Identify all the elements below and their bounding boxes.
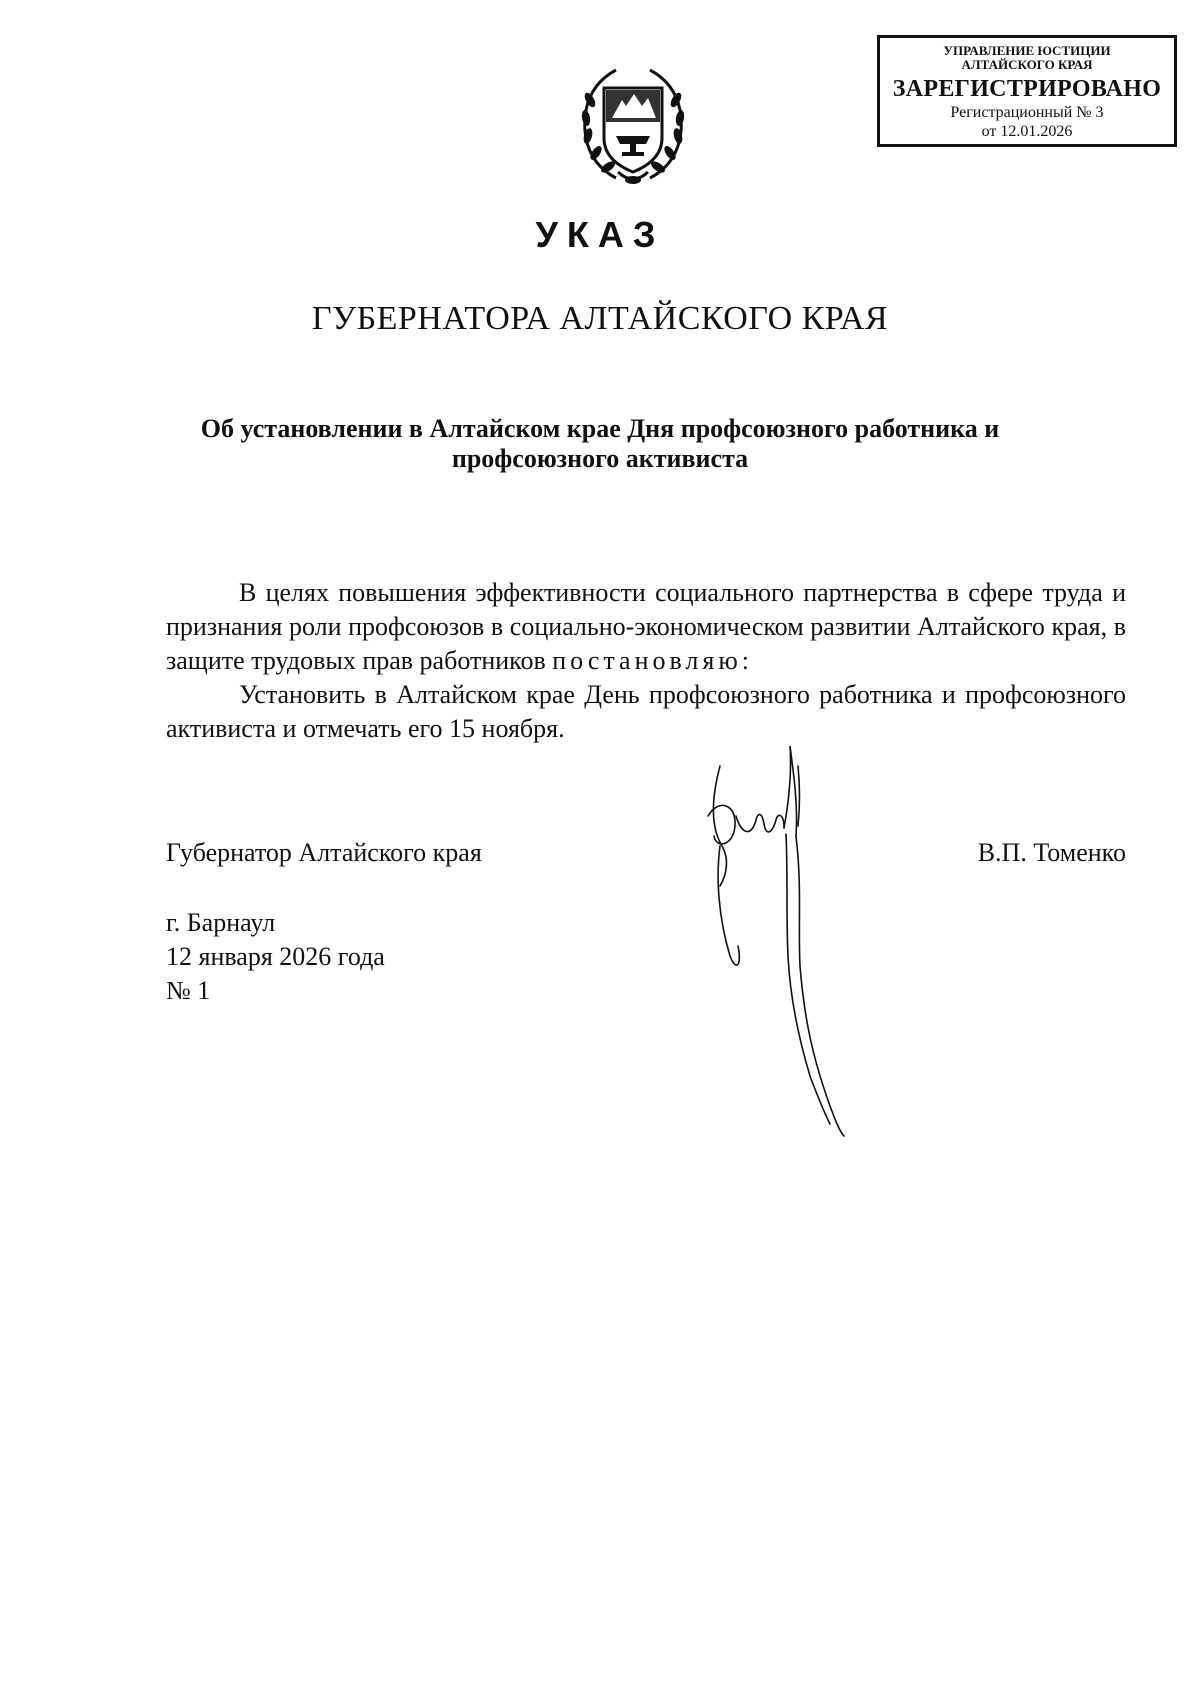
- document-type: УКАЗ: [535, 214, 665, 255]
- document-details: [166, 906, 385, 1008]
- stamp-organization: [880, 44, 1174, 72]
- body-paragraph-2: Установить в Алтайском крае День профсоюзного работника и профсоюзного активиста и отмечать его 15 ноября.: [166, 680, 1126, 743]
- handwritten-signature: [680, 736, 910, 1146]
- decree-keyword: постановляю:: [552, 646, 754, 675]
- body-paragraph-1: [166, 576, 1126, 678]
- signatory-name: В.П. Томенко: [977, 838, 1126, 867]
- issue-date: 12 января 2026 года: [166, 942, 385, 971]
- stamp-org-line2: АЛТАЙСКОГО КРАЯ: [961, 57, 1093, 72]
- signatory-role: Губернатор Алтайского края: [166, 838, 482, 867]
- issue-city: г. Барнаул: [166, 908, 276, 937]
- stamp-reg-date: от 12.01.2026: [981, 123, 1073, 140]
- stamp-reg-number: Регистрационный № 3: [950, 104, 1104, 121]
- paragraph-1-text: В целях повышения эффективности социального партнерства в сфере труда и признания роли профсоюзов в социально-экономическом развитии Алтайского края, в защите трудовых прав работников: [166, 578, 1126, 675]
- document-body: [166, 576, 1126, 746]
- document-subject: Об установлении в Алтайском крае Дня профсоюзного работника и профсоюзного активиста: [200, 414, 1000, 473]
- document-issuer: ГУБЕРНАТОРА АЛТАЙСКОГО КРАЯ: [311, 300, 889, 337]
- document-number: № 1: [166, 976, 211, 1005]
- registration-stamp: [877, 35, 1177, 147]
- stamp-status: ЗАРЕГИСТРИРОВАНО: [892, 76, 1162, 102]
- stamp-org-line1: УПРАВЛЕНИЕ ЮСТИЦИИ: [943, 43, 1111, 58]
- coat-of-arms-icon: [576, 60, 690, 190]
